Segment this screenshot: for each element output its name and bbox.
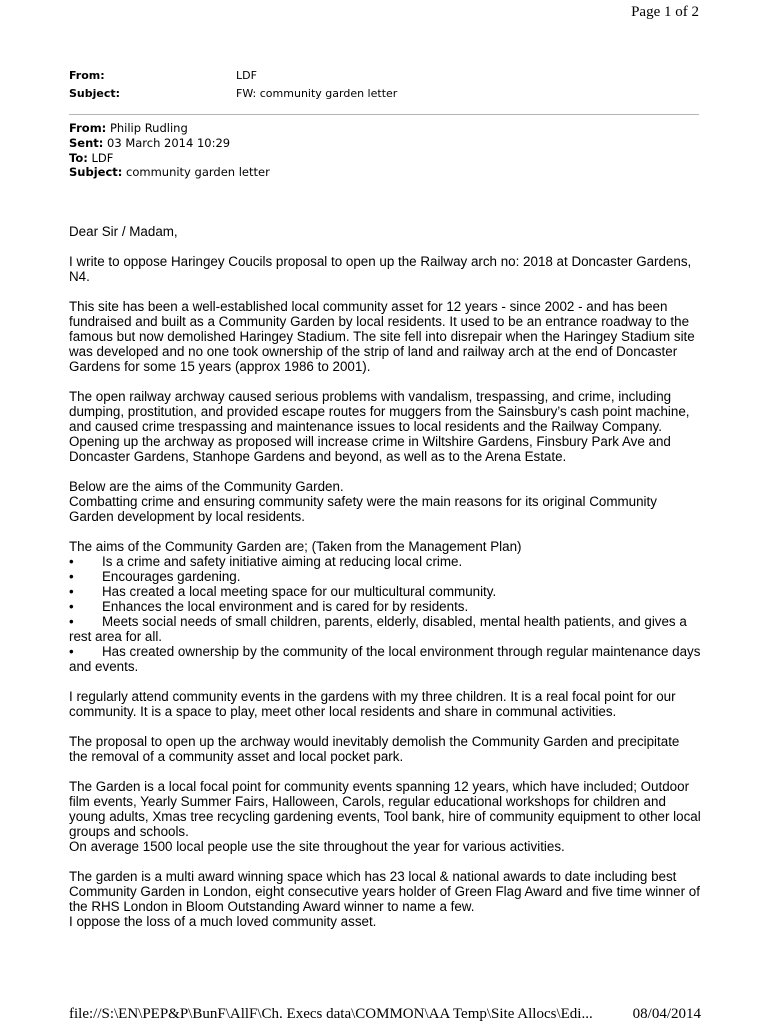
email-subject-label: Subject:	[69, 86, 121, 100]
orig-from-value: Philip Rudling	[109, 121, 188, 135]
bullet-icon: •	[69, 599, 74, 614]
aim-item	[69, 614, 701, 644]
aim-item	[69, 584, 701, 599]
paragraph-1: I write to oppose Haringey Coucils proposal to open up the Railway arch no: 2018 at Doncaster Gardens, N4.	[69, 254, 692, 284]
orig-from-label: From:	[69, 121, 107, 135]
paragraph-8-line-2: I oppose the loss of a much loved community asset.	[69, 914, 377, 929]
email-from-label: From:	[69, 68, 105, 82]
email-header	[69, 66, 699, 102]
orig-sent-value: 03 March 2014 10:29	[107, 135, 231, 150]
aim-text: Is a crime and safety initiative aiming at reducing local crime.	[102, 554, 463, 569]
orig-to-value: LDF	[91, 150, 114, 165]
orig-sent-row	[69, 136, 270, 151]
salutation: Dear Sir / Madam,	[69, 224, 178, 239]
aims-intro: The aims of the Community Garden are; (Taken from the Management Plan)	[69, 539, 522, 554]
page-footer	[69, 1006, 701, 1023]
footer-date: 08/04/2014	[632, 1006, 701, 1022]
orig-subject-value: community garden letter	[126, 165, 270, 180]
email-from-row	[69, 66, 699, 84]
aim-item	[69, 644, 701, 674]
bullet-icon: •	[69, 569, 74, 584]
orig-subject-row	[69, 165, 270, 180]
paragraph-4-line-2: Combatting crime and ensuring community safety were the main reasons for its original Community Garden development by local residents.	[69, 494, 657, 524]
letter-body	[69, 224, 701, 929]
aim-item	[69, 599, 701, 614]
orig-to-label: To:	[69, 150, 88, 165]
page-number: Page 1 of 2	[631, 4, 699, 20]
aim-text: Has created ownership by the community of the local environment through regular maintenance days and events.	[69, 644, 701, 674]
aim-text: Meets social needs of small children, parents, elderly, disabled, mental health patients, and gives a rest area for all.	[69, 614, 687, 644]
paragraph-4-line-1: Below are the aims of the Community Garden.	[69, 479, 344, 494]
original-message-header	[69, 121, 270, 180]
aim-item	[69, 554, 701, 569]
aim-text: Enhances the local environment and is cared for by residents.	[102, 599, 469, 614]
paragraph-3: The open railway archway caused serious problems with vandalism, trespassing, and crime, including dumping, prostitution, and provided escape routes for muggers from the Sainsbury’s cash point machine, and caused crime trespassing and maintenance issues to local residents and the Railway Company. Opening up the archway as proposed will increase crime in Wiltshire Gardens, Finsbury Park Ave and Doncaster Gardens, Stanhope Gardens and beyond, as well as to the Arena Estate.	[69, 389, 690, 464]
header-divider	[69, 114, 699, 115]
orig-to-row	[69, 151, 270, 166]
orig-subject-label: Subject:	[69, 165, 123, 180]
bullet-icon: •	[69, 584, 74, 599]
footer-file-path: file://S:\EN\PEP&P\BunF\AllF\Ch. Execs data\COMMON\AA Temp\Site Allocs\Edi...	[69, 1006, 593, 1022]
paragraph-7-line-2: On average 1500 local people use the site throughout the year for various activities.	[69, 839, 565, 854]
orig-sent-label: Sent:	[69, 135, 104, 150]
email-from-value: LDF	[236, 68, 257, 82]
aim-text: Encourages gardening.	[102, 569, 241, 584]
aims-list	[69, 554, 701, 674]
paragraph-6: The proposal to open up the archway would inevitably demolish the Community Garden and precipitate the removal of a community asset and local pocket park.	[69, 734, 680, 764]
bullet-icon: •	[69, 644, 74, 659]
aim-item	[69, 569, 701, 584]
paragraph-7-line-1: The Garden is a local focal point for community events spanning 12 years, which have included; Outdoor film events, Yearly Summer Fairs, Halloween, Carols, regular educational workshops for children and young adults, Xmas tree recycling gardening events, Tool bank, hire of community equipment to other local groups and schools.	[69, 779, 701, 839]
email-subject-value: FW: community garden letter	[236, 86, 398, 100]
bullet-icon: •	[69, 614, 74, 629]
paragraph-5: I regularly attend community events in the gardens with my three children. It is a real focal point for our community. It is a space to play, meet other local residents and share in communal activities.	[69, 689, 676, 719]
email-subject-row	[69, 84, 699, 102]
paragraph-8-line-1: The garden is a multi award winning space which has 23 local & national awards to date including best Community Garden in London, eight consecutive years holder of Green Flag Award and five time winner of the RHS London in Bloom Outstanding Award winner to name a few.	[69, 869, 700, 914]
paragraph-2: This site has been a well-established local community asset for 12 years - since 2002 - and has been fundraised and built as a Community Garden by local residents. It used to be an entrance roadway to the famous but now demolished Haringey Stadium. The site fell into disrepair when the Haringey Stadium site was developed and no one took ownership of the strip of land and railway arch at the end of Doncaster Gardens for some 15 years (approx 1986 to 2001).	[69, 299, 695, 374]
orig-from-row	[69, 121, 270, 136]
aim-text: Has created a local meeting space for our multicultural community.	[102, 584, 497, 599]
bullet-icon: •	[69, 554, 74, 569]
